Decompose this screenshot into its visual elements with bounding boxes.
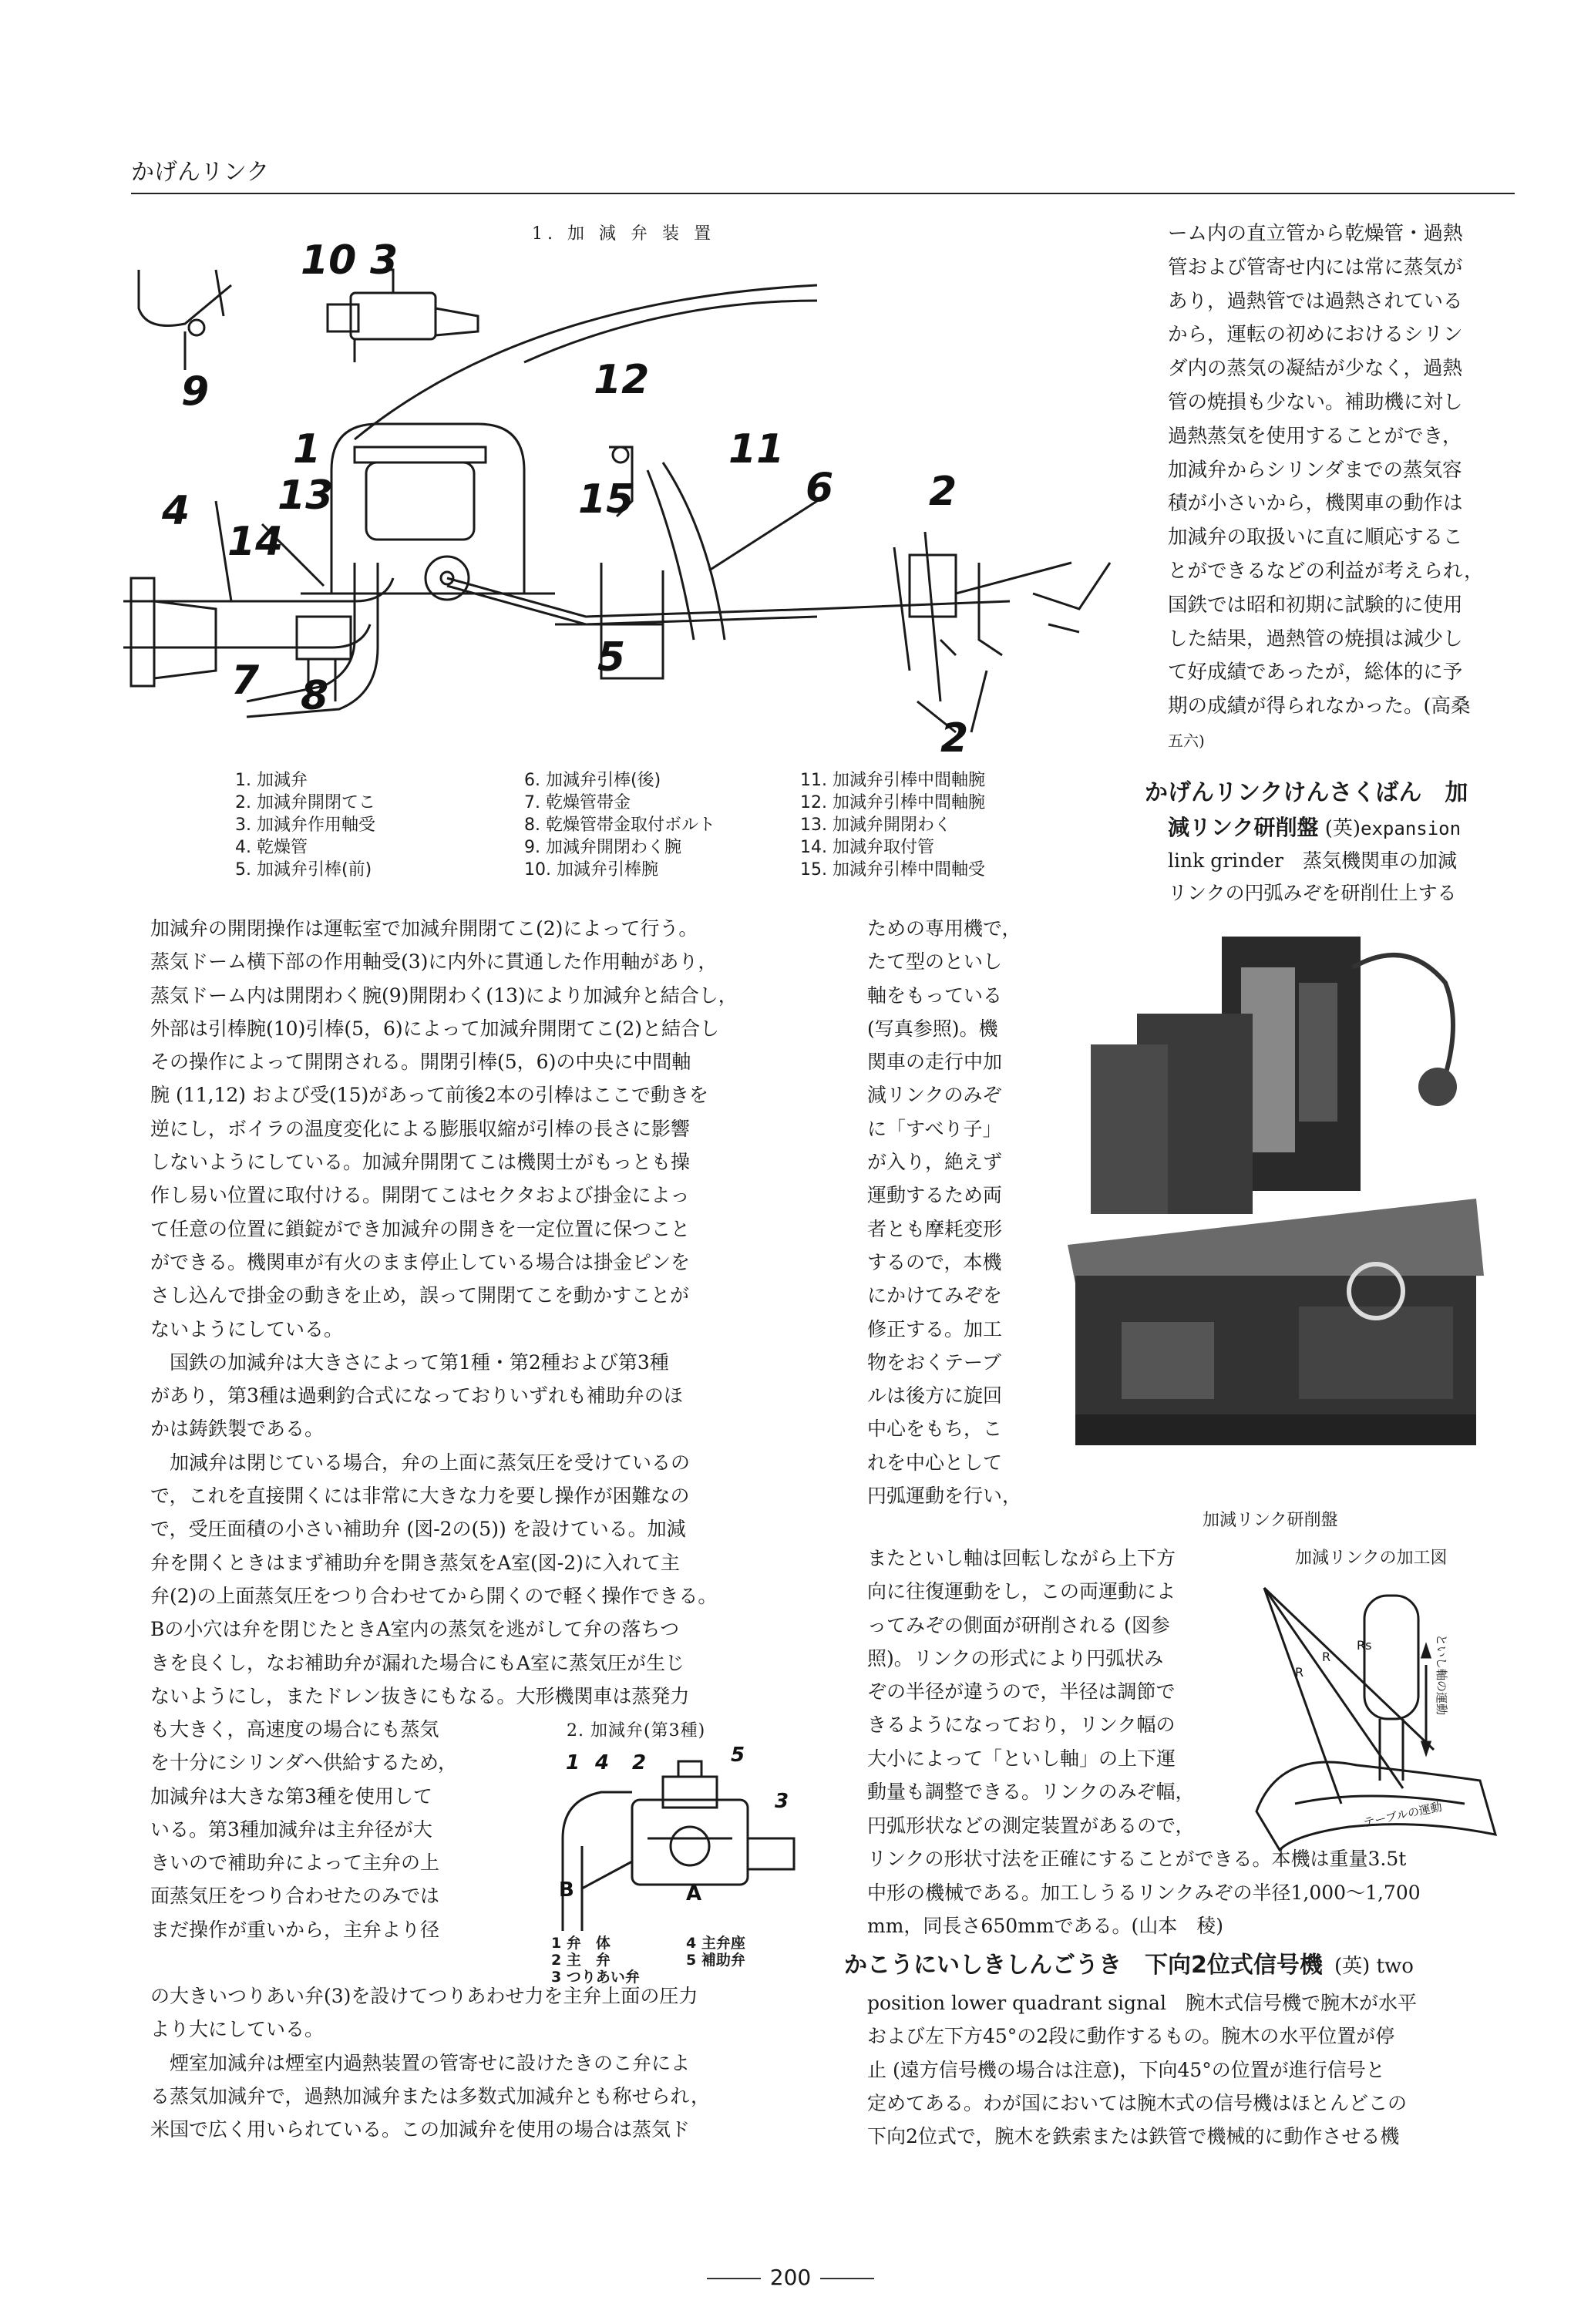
callout-12: 12 (594, 357, 650, 403)
page-number: 200 (769, 2265, 812, 2290)
legend-item: 7. 乾燥管帯金 (524, 793, 631, 812)
running-title: かげんリンク (131, 159, 270, 186)
figure2-caption: 2. 加減弁(第3種) (567, 1721, 706, 1740)
callout-7: 7 (231, 658, 260, 704)
grinder-heading-line2: 減リンク研削盤 (1168, 815, 1319, 840)
legend-item: 12. 加減弁引棒中間軸腕 (800, 793, 985, 812)
legend-item: 5. 加減弁引棒(前) (235, 860, 372, 879)
fig3-label-Rs: Rs (1357, 1638, 1372, 1653)
legend-item: 3. 加減弁作用軸受 (235, 816, 375, 835)
left-bottom-text: の大きいつりあい弁(3)を設けてつりあわせ力を主弁上面の圧力 より大にしている。 煙室加減弁は煙室内過熱装置の管寄せに設けたきのこ弁によ る蒸気加減弁で，過熱加減弁または多数式加減弁とも称せられ， 米国で広く用いられている。この加減弁を使用の場合は蒸気ド (150, 1985, 711, 2141)
page-number-row (0, 2265, 1581, 2290)
page-number-dash-right (820, 2278, 874, 2279)
callout-2a: 2 (929, 469, 957, 515)
left-main-text: 加減弁の開閉操作は運転室で加減弁開閉てこ(2)によって行う。 蒸気ドーム横下部の作用軸受(3)に内外に貫通した作用軸があり， 蒸気ドーム内は開閉わく腕(9)開閉わく(13)により加減弁と結合し， 外部は引棒腕(10)引棒(5，6)によって加減弁開閉てこ(2)と結合し その操作によって開閉される。開閉引棒(5，6)の中央に中間軸 腕 (11,12) および受(15)があって前後2本の引棒はここで動きを 逆にし，ボイラの温度変化による膨脹収縮が引棒の長さに影響 しないようにしている。加減弁開閉てこは機関士がもっとも操 作し易い位置に取付ける。開閉てこはセクタおよび掛金によっ て任意の位置に鎖錠ができ加減弁の開きを一定位置に保つこと ができる。機関車が有火のまま停止している場合は掛金ピンを さし込んで掛金の動きを止め，誤って開閉てこを動かすことが ないようにしている。 国鉄の加減弁は大きさによって第1種・第2種および第3種 があり，第3種は過剰釣合式になっておりいずれも補助弁のほ かは鋳鉄製である。 加減弁は閉じている場合，弁の上面に蒸気圧を受けているの で，これを直接開くには非常に大きな力を要し操作が困難なの で，受圧面積の小さい補助弁 (図-2の(5)) を設けている。加減 弁を開くときはまず補助弁を開き蒸気をA室(図-2)に入れて主 弁(2)の上面蒸気圧をつり合わせてから開くので軽く操作できる。 Bの小穴は弁を閉じたときA室内の蒸気を逃がして弁の落ちつ きを良くし，なお補助弁が漏れた場合にもA室に蒸気圧が生じ ないようにし，またドレン抜きにもなる。大形機関車は蒸発力 (150, 917, 738, 1707)
callout-15: 15 (578, 476, 634, 523)
fig2-label-A: A (686, 1882, 702, 1905)
callout-10: 10 (301, 239, 357, 284)
callout-14: 14 (227, 519, 284, 565)
grinder-entry: かげんリンクけんさくばん 加 減リンク研削盤 (英)expansion link grinder 蒸気機関車の加減 リンクの円弧みぞを研削仕上する (1145, 775, 1515, 910)
legend-item: 6. 加減弁引棒(後) (524, 771, 661, 790)
legend-item: 9. 加減弁開閉わく腕 (524, 838, 681, 857)
mid-text-2: またといし軸は回転しながら上下方 向に往復運動をし，この両運動によ ってみぞの側面が研削される (図参 照)。リンクの形式により円弧状み ぞの半径が違うので，半径は調節で きるようになっており，リンク幅の 大小によって「といし軸」の上下運 動量も調整できる。リンクのみぞ幅， (867, 1547, 1195, 1804)
callout-9: 9 (181, 368, 210, 415)
mid-text-3: 円弧形状などの測定装置があるので， リンクの形状寸法を正確にすることができる。本機は重量3.5t 中形の機械である。加工しうるリンクみぞの半径1,000～1,700 mm，同長さ650mmである。(山本 稜) (867, 1814, 1421, 1937)
fig2-callout-5: 5 (731, 1746, 745, 1767)
fig2-callout-2: 2 (632, 1751, 647, 1774)
callout-13: 13 (278, 473, 334, 519)
fig2-callout-3: 3 (775, 1790, 789, 1813)
signal-entry: かこうにいしきしんごうき 下向2位式信号機 (英) two position lower quadrant signal 腕木式信号機で腕木が水平 および左下方45°の2段に動作するもの。腕木の水平位置が停 止 (遠方信号機の場合は注意)，下向45°の位置が進行信号と 定めてある。わが国においては腕木式の信号機はほとんどこの 下向2位式で，腕木を鉄索または鉄管で機械的に動作させる機 (844, 1952, 1417, 2148)
legend-item: 1. 加減弁 (235, 771, 308, 790)
callout-3: 3 (370, 239, 399, 284)
signal-heading: かこうにいしきしんごうき 下向2位式信号機 (844, 1952, 1323, 1979)
callout-5: 5 (597, 634, 626, 681)
legend-item: 2. 加減弁開閉てこ (235, 793, 375, 812)
legend-item: 15. 加減弁引棒中間軸受 (800, 860, 985, 879)
legend-item: 8. 乾燥管帯金取付ボルト (524, 816, 715, 835)
figure1-caption: 1. 加 減 弁 装 置 (532, 224, 715, 244)
callout-8: 8 (301, 673, 329, 719)
legend-item: 13. 加減弁開閉わく (800, 816, 951, 835)
legend-item: 10. 加減弁引棒腕 (524, 860, 658, 879)
legend-item: 14. 加減弁取付管 (800, 838, 934, 857)
callout-4: 4 (162, 488, 190, 534)
callout-6: 6 (806, 465, 834, 511)
figure3-caption: 加減リンクの加工図 (1295, 1549, 1448, 1568)
fig2-callout-4: 4 (595, 1751, 610, 1774)
fig3-label-R1: R (1295, 1665, 1304, 1680)
fig2-label-B: B (559, 1878, 574, 1902)
page-number-dash-left (707, 2278, 761, 2279)
callout-1: 1 (293, 426, 321, 473)
legend-item: 11. 加減弁引棒中間軸腕 (800, 771, 985, 790)
right-top-text: ーム内の直立管から乾燥管・過熱 管および管寄せ内には常に蒸気が あり，過熱管では過熱されている から，運転の初めにおけるシリン ダ内の蒸気の凝結が少なく，過熱 管の焼損も少ない。補助機に対し 過熱蒸気を使用することができ， 加減弁からシリンダまでの蒸気容 積が小さいから，機関車の動作は 加減弁の取扱いに直に順応するこ とができるなどの利益が考えられ， 国鉄では昭和初期に試験的に使用 した結果，過熱管の焼損は減少し て好成績であったが，総体的に予 期の成績が得られなかった。(高桑 五六) (1168, 222, 1484, 750)
callout-11: 11 (728, 426, 785, 473)
photo-caption: 加減リンク研削盤 (1203, 1511, 1338, 1530)
fig3-label-spindle: といし軸の運動 (1435, 1634, 1448, 1716)
mid-narrow-text: ための専用機で， たて型のといし 軸をもっている (写真参照)。機 関車の走行中加 減リンクのみぞ に「すべり子」 が入り，絶えず 運動するため両 者とも摩耗変形 するので，本機 にかけてみぞを 修正する。加工 物をおくテーブ ルは後方に旋回 中心をもち，こ れを中心として 円弧運動を行い， (867, 917, 1022, 1508)
fig3-label-table: テーブルの運動 (1362, 1799, 1444, 1830)
left-narrow-text: も大きく，高速度の場合にも蒸気 を十分にシリンダへ供給するため， 加減弁は大きな第3種を使用して いる。第3種加減弁は主弁径が大 きいので補助弁によって主弁の上 面蒸気圧をつり合わせたのみでは まだ操作が重いから，主弁より径 (150, 1718, 458, 1941)
header-rule (131, 193, 1515, 194)
figure1-drawing (123, 239, 1125, 755)
grinder-heading-line1: かげんリンクけんさくばん 加 (1145, 779, 1468, 806)
grinder-photo (1044, 921, 1492, 1507)
legend-item: 4. 乾燥管 (235, 838, 308, 857)
callout-2b: 2 (940, 715, 969, 755)
fig2-callout-1: 1 (566, 1751, 580, 1774)
figure2-drawing (547, 1746, 856, 1946)
fig3-label-R2: R (1322, 1650, 1331, 1664)
